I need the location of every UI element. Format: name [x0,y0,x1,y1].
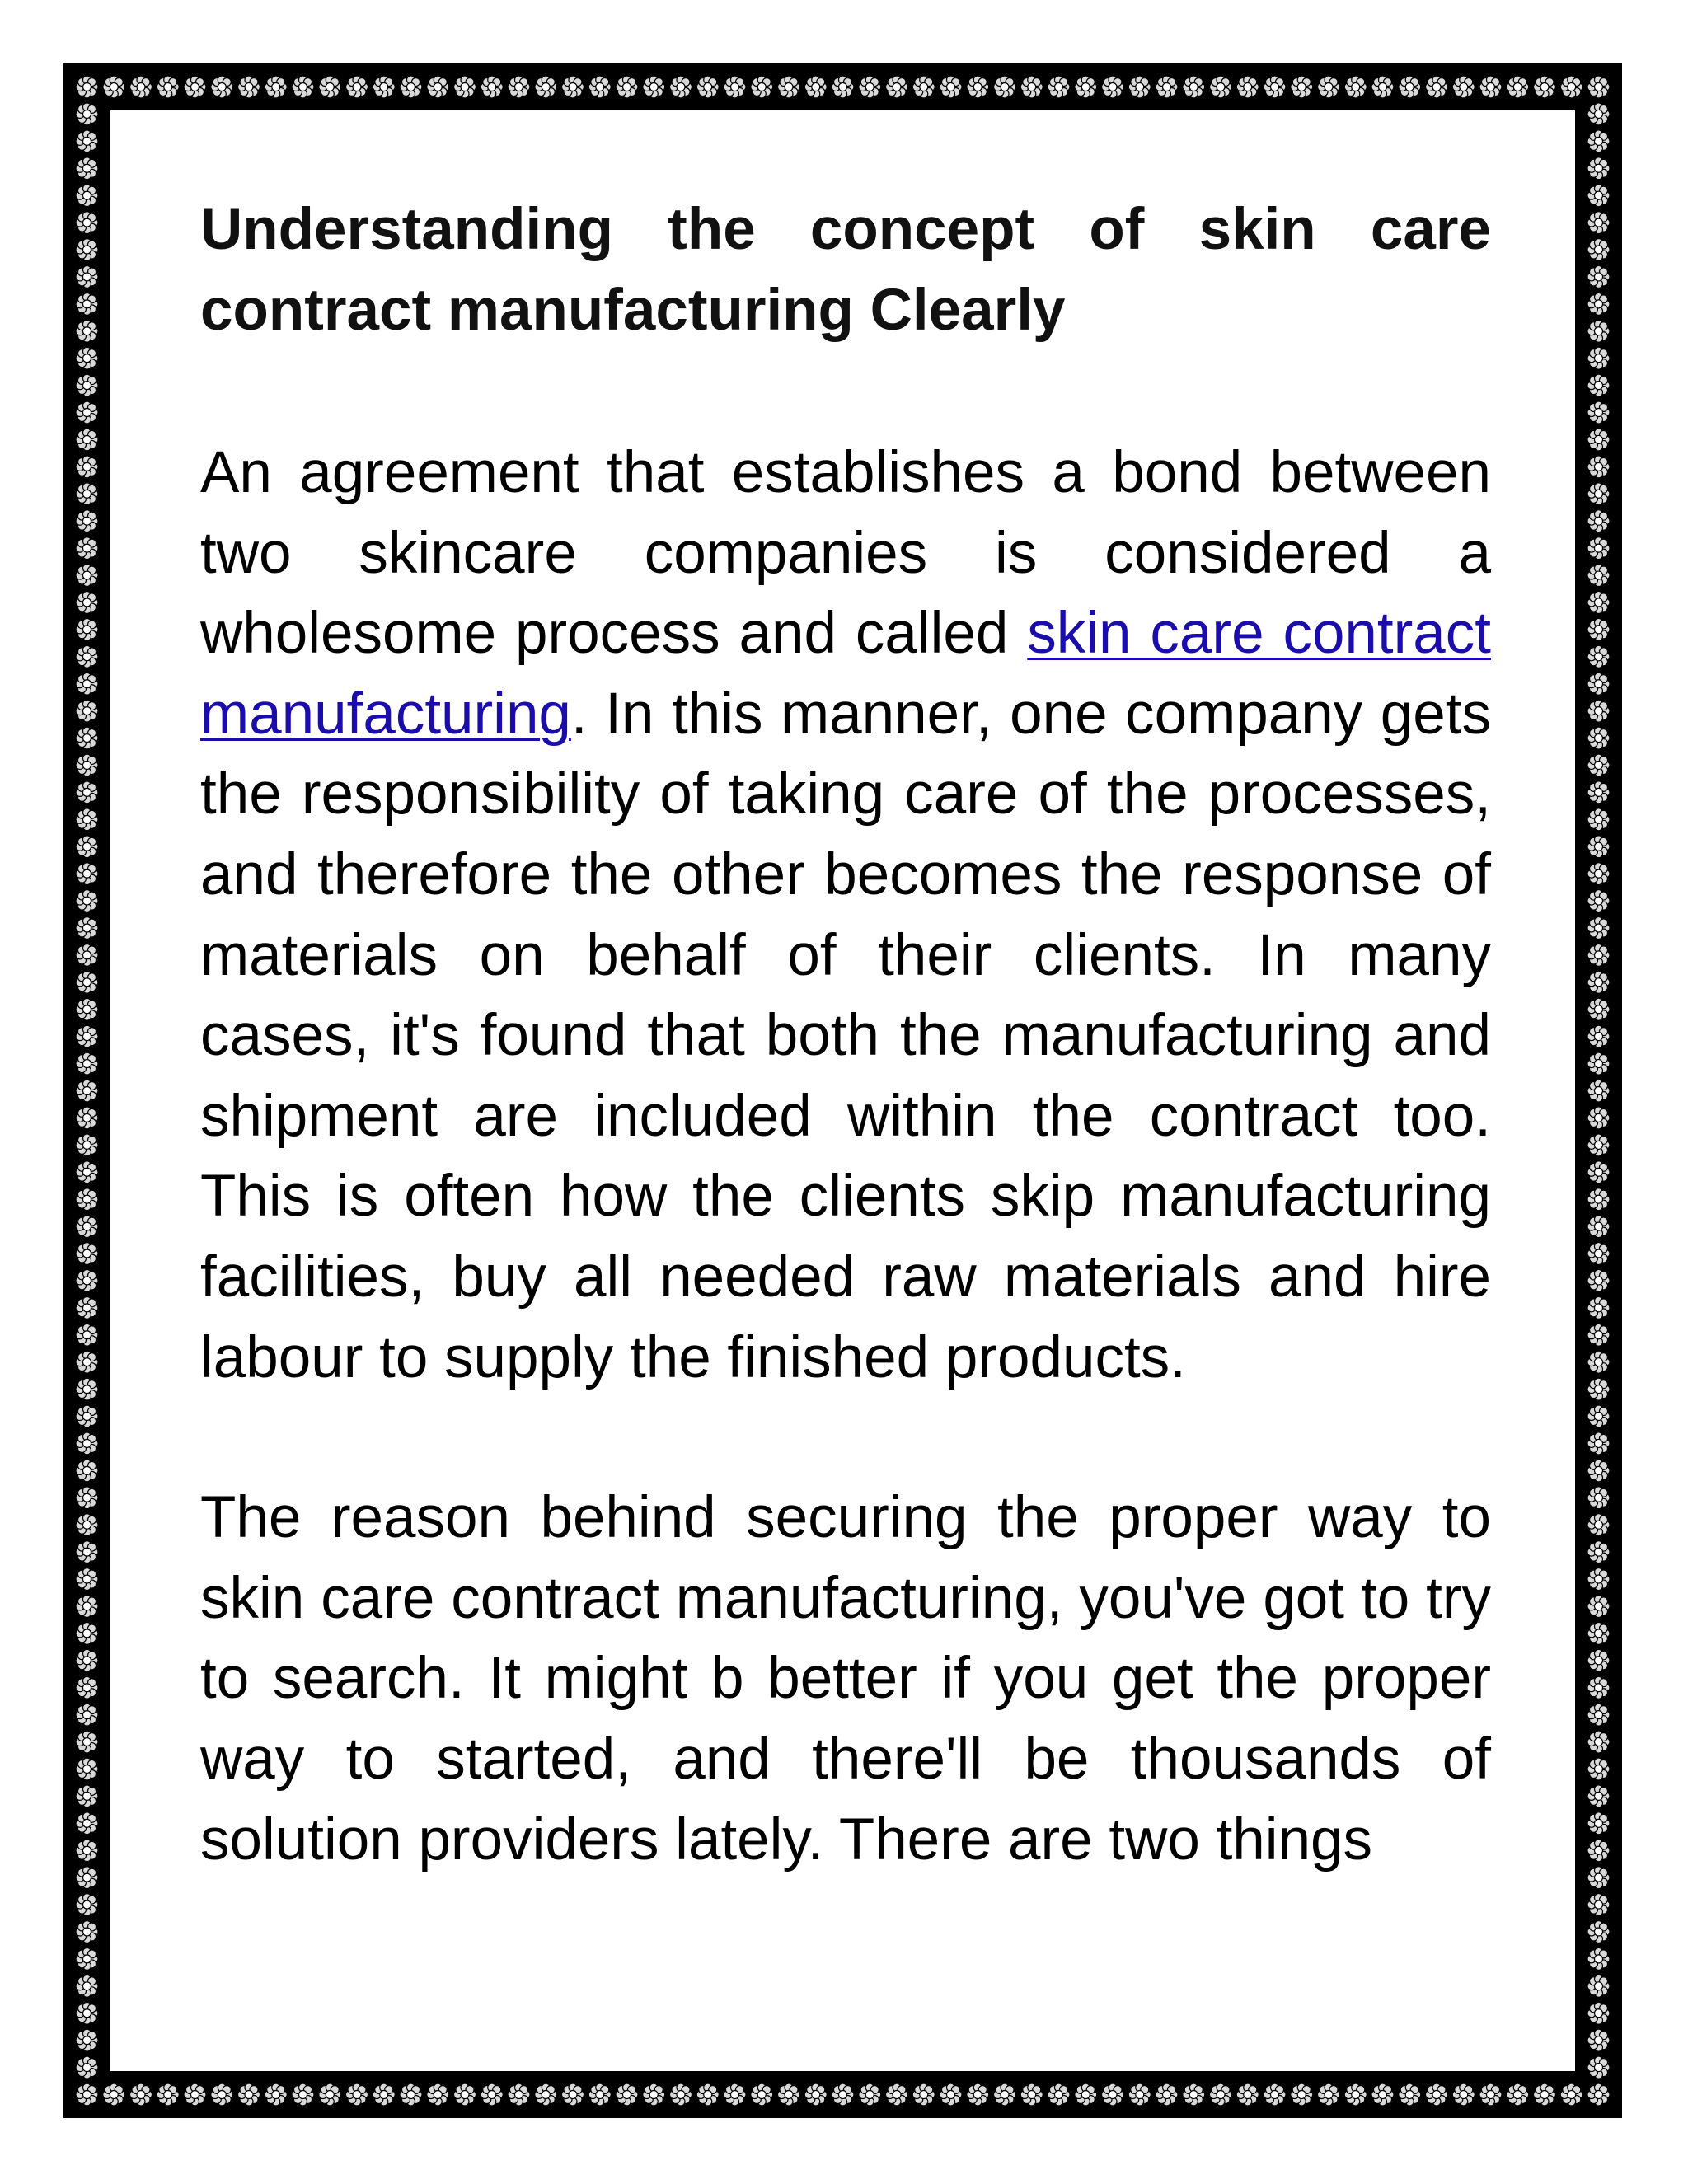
document-body [200,190,1491,1880]
paragraph-1-text-start: An agreement that establishes a bond between two skincare companies is considered a wholesome process and called [200,440,1491,667]
paragraph-1 [200,433,1491,1398]
document-title: Understanding the concept of skin care contract manufacturing Clearly [200,197,1491,343]
skin-care-contract-manufacturing-link[interactable]: skin care contract manufacturing [200,601,1492,747]
paragraph-2: The reason behind securing the proper way to skin care contract manufacturing, you've got to try to search. It might b better if you get the proper way to started, and there'll be thousands of solution providers lately. There are two things [200,1485,1491,1872]
paragraph-1-text-end: . In this manner, one company gets the responsibility of taking care of the processes, and therefore the other becomes the response of materials on behalf of their clients. In many cases, it's found that both the manufacturing and shipment are included within the contract too. This is often how the clients skip manufacturing facilities, buy all needed raw materials and hire labour to supply the finished products. [200,681,1491,1390]
